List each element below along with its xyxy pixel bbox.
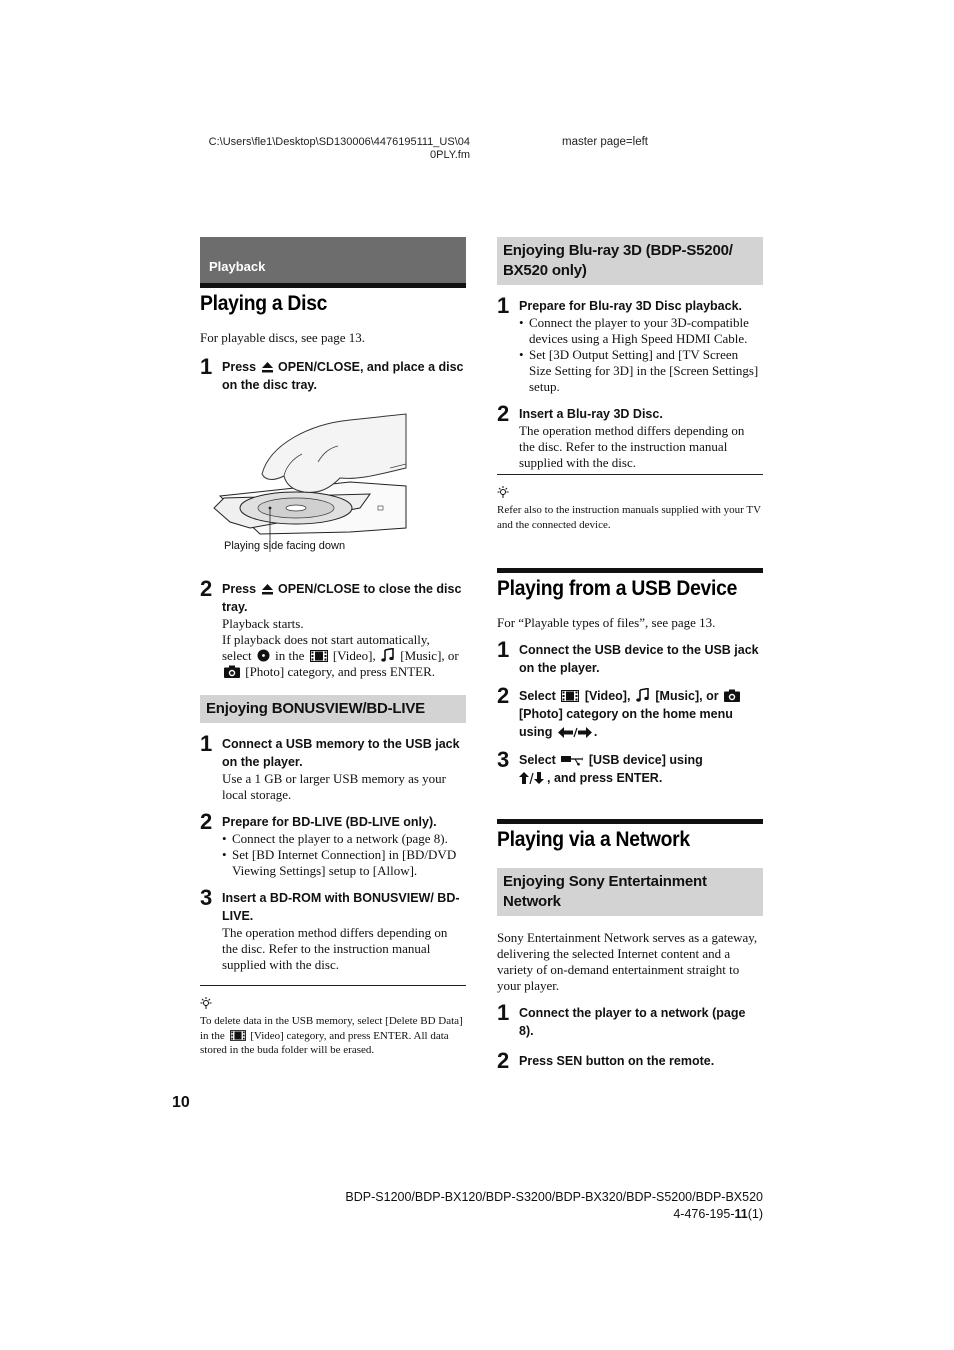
network-title-rule (497, 819, 763, 824)
video-icon (561, 690, 579, 702)
hint-bulb-icon (200, 997, 212, 1009)
bonusview-step-2: 2 Prepare for BD-LIVE (BD-LIVE only). • Connect the player to a network (page 8). • Set [BD Internet Connection] in [BD/DVD Viewing Settings] setup to [Allow]. (200, 813, 466, 879)
file-path: C:\Users\fle1\Desktop\SD130006\4476195111_US\04 0PLY.fm (208, 136, 470, 161)
bullet-item: • Connect the player to a network (page 8). (222, 831, 466, 847)
photo-icon (224, 665, 240, 678)
left-right-arrows-icon (558, 727, 592, 738)
hint-bulb-icon (497, 486, 509, 498)
hint-divider (497, 474, 763, 475)
bonusview-step-1: 1 Connect a USB memory to the USB jack on the player. Use a 1 GB or larger USB memory as your local storage. (200, 731, 460, 802)
footer-models: BDP-S1200/BDP-BX120/BDP-S3200/BDP-BX320/BDP-S5200/BDP-BX520 (345, 1190, 763, 1204)
music-icon (381, 648, 395, 662)
bluray3d-step-1: 1 Prepare for Blu-ray 3D Disc playback. • Connect the player to your 3D-compatible devices using a High Speed HDMI Cable. • Set [3D Output Setting] and [TV Screen Size Setting for 3D] in the [Screen Settings] setup. (497, 297, 763, 395)
bullet-item: • Set [BD Internet Connection] in [BD/DVD Viewing Settings] setup to [Allow]. (222, 847, 466, 879)
photo-icon (724, 689, 740, 702)
bullet-item: • Connect the player to your 3D-compatible devices using a High Speed HDMI Cable. (519, 315, 763, 347)
page-title: Playing a Disc (200, 292, 328, 315)
hint-block: To delete data in the USB memory, select [Delete BD Data] in the [Video] category, and press ENTER. All data stored in the buda folder will be erased. (200, 996, 466, 1058)
sen-text: Sony Entertainment Network serves as a gateway, delivering the selected Internet content and a variety of on-demand entertainment straight to your player. (497, 930, 758, 993)
bluray3d-heading: Enjoying Blu-ray 3D (BDP-S5200/ BX520 only) (497, 237, 763, 285)
bluray3d-step-2: 2 Insert a Blu-ray 3D Disc. The operation method differs depending on the disc. Refer to the instruction manual supplied with the disc. (497, 401, 745, 470)
intro-text: For playable discs, see page 13. (200, 330, 365, 345)
bonusview-step-3: 3 Insert a BD-ROM with BONUSVIEW/ BD-LIVE. The operation method differs depending on the disc. Refer to the instruction manual supplied with the disc. (200, 885, 460, 972)
network-step-2: 2 Press SEN button on the remote. (497, 1048, 715, 1073)
bullet-item: • Set [3D Output Setting] and [TV Screen Size Setting for 3D] in the [Screen Settings] setup. (519, 347, 763, 395)
video-icon (230, 1030, 246, 1041)
left-column (200, 237, 466, 1058)
sen-heading: Enjoying Sony Entertainment Network (497, 868, 763, 916)
network-step-1: 1 Connect the player to a network (page 8). (497, 1000, 746, 1038)
bonusview-heading: Enjoying BONUSVIEW/BD-LIVE (200, 695, 466, 723)
disc-icon (257, 649, 270, 662)
usb-step-2: 2 Select [Video], [Music], or [Photo] category on the home menu using . (497, 687, 763, 741)
right-column (497, 237, 763, 1073)
hint-block: Refer also to the instruction manuals supplied with your TV and the connected device. (497, 485, 763, 532)
music-icon (636, 688, 650, 702)
usb-title: Playing from a USB Device (497, 577, 738, 600)
eject-icon (262, 584, 273, 595)
up-down-arrows-icon (519, 772, 545, 784)
master-page-label: master page=left (562, 136, 648, 148)
usb-step-3: 3 Select [USB device] using , and press ENTER. (497, 747, 703, 785)
illustration-caption: Playing side facing down (224, 540, 346, 552)
disc-step-1: 1 Press OPEN/CLOSE, and place a disc on the disc tray. (200, 354, 464, 392)
footer-code: 4-476-195-11(1) (673, 1207, 763, 1221)
usb-intro: For “Playable types of files”, see page 13. (497, 615, 716, 630)
disc-tray-drawing (200, 404, 466, 554)
page-number: 10 (172, 1094, 190, 1111)
usb-title-rule (497, 568, 763, 573)
network-title: Playing via a Network (497, 828, 690, 851)
disc-step-2: 2 Press OPEN/CLOSE to close the disc tray. Playback starts. If playback does not start automatically, select in the [Video], [Music], or [Photo] category, and press ENTER. (200, 576, 462, 679)
disc-tray-illustration (200, 404, 466, 574)
usb-step-1: 1 Connect the USB device to the USB jack on the player. (497, 637, 759, 675)
eject-icon (262, 362, 273, 373)
usb-device-icon (561, 754, 583, 766)
video-icon (310, 650, 328, 662)
section-tab: Playback (200, 237, 466, 288)
hint-divider (200, 985, 466, 986)
